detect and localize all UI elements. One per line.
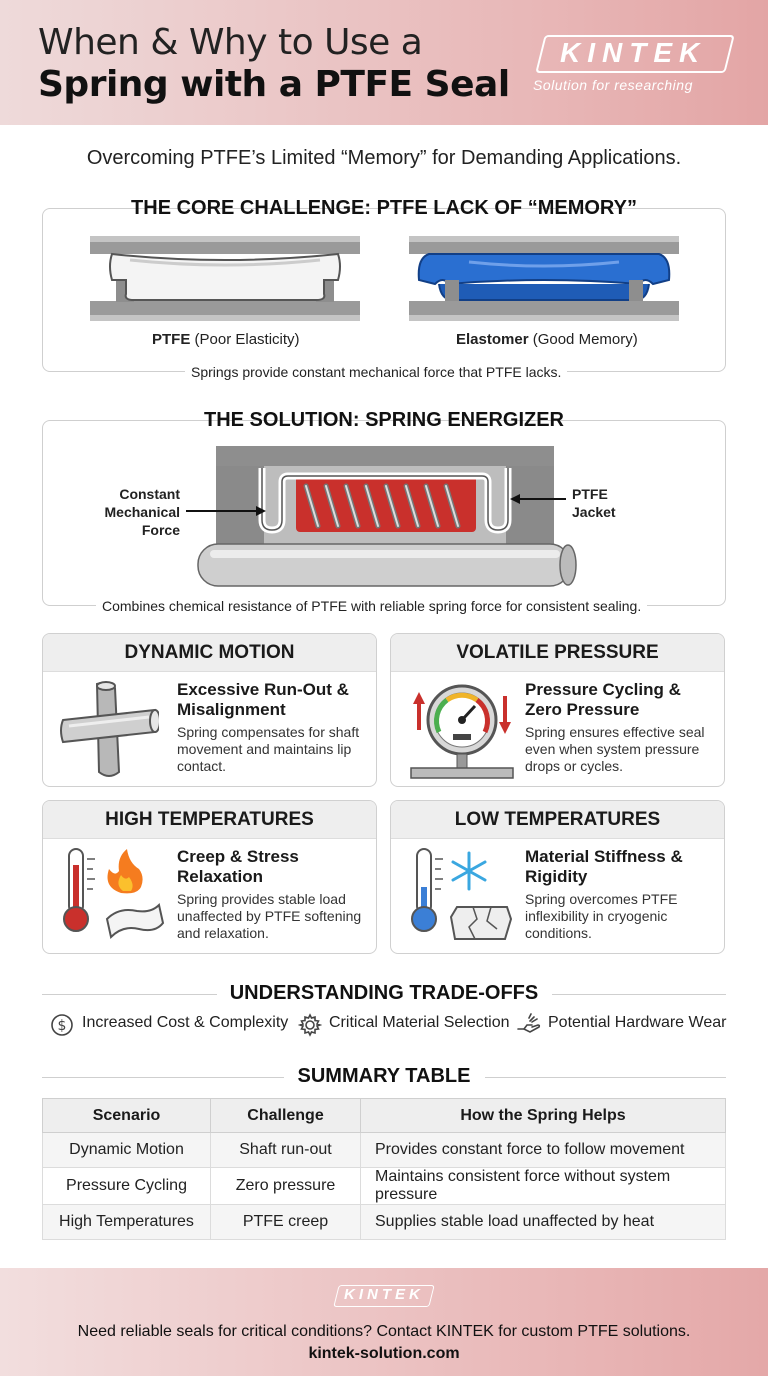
gear-icon: [298, 1013, 322, 1037]
card-volatile-pressure: [390, 633, 725, 787]
table-header-row: [43, 1099, 726, 1133]
svg-text:$: $: [57, 1018, 67, 1034]
card-heading: Creep & Stress Relaxation: [177, 847, 299, 886]
challenge-title: THE CORE CHALLENGE: PTFE LACK OF “MEMORY”: [131, 197, 637, 219]
table-cell: Supplies stable load unaffected by heat: [361, 1205, 726, 1240]
card-low-temperatures: [390, 800, 725, 954]
card-heading: Excessive Run-Out & Misalignment: [177, 680, 349, 719]
table-cell: PTFE creep: [211, 1205, 361, 1240]
table-header: How the Spring Helps: [361, 1099, 726, 1133]
challenge-caption: Springs provide constant mechanical force that PTFE lacks.: [185, 364, 567, 380]
kintek-logo[interactable]: KINTEK: [560, 37, 707, 68]
card-text: Spring ensures effective seal even when system pressure drops or cycles.: [525, 724, 705, 774]
table-cell: High Temperatures: [43, 1205, 211, 1240]
table-cell: Maintains consistent force without system pressure: [361, 1168, 726, 1205]
table-header: Challenge: [211, 1099, 361, 1133]
card-dynamic-motion: [42, 633, 377, 787]
card-heading: Pressure Cycling & Zero Pressure: [525, 680, 681, 719]
dollar-coin-icon: [50, 1013, 74, 1037]
page-subtitle: Overcoming PTFE’s Limited “Memory” for Demanding Applications.: [86, 147, 682, 169]
solution-title: THE SOLUTION: SPRING ENERGIZER: [203, 409, 565, 431]
tradeoffs-title: UNDERSTANDING TRADE-OFFS: [229, 982, 539, 1004]
summary-table: [42, 1098, 726, 1240]
card-text: Spring overcomes PTFE inflexibility in cryogenic conditions.: [525, 891, 678, 941]
elastomer-label: Elastomer (Good Memory): [456, 331, 638, 348]
table-row: [43, 1133, 726, 1168]
page-title-line1: When & Why to Use a: [38, 22, 423, 63]
ptfe-label: PTFE (Poor Elasticity): [152, 331, 300, 348]
force-arrow-icon: [186, 505, 266, 517]
constant-force-label: Constant Mechanical Force: [104, 486, 180, 538]
card-text: Spring compensates for shaft movement and maintains lip contact.: [177, 724, 360, 774]
table-cell: Provides constant force to follow movement: [361, 1133, 726, 1168]
hand-wear-icon: [516, 1013, 542, 1037]
pressure-gauge-icon: [407, 680, 517, 784]
card-title: HIGH TEMPERATURES: [43, 801, 376, 839]
tradeoff-cost: Increased Cost & Complexity: [82, 1014, 289, 1031]
card-text: Spring provides stable load unaffected by PTFE softening and relaxation.: [177, 891, 362, 941]
card-heading: Material Stiffness & Rigidity: [525, 847, 683, 886]
table-header: Scenario: [43, 1099, 211, 1133]
tradeoff-material: Critical Material Selection: [329, 1014, 510, 1031]
footer-kintek-logo[interactable]: KINTEK: [344, 1286, 424, 1303]
elastomer-seal-diagram: [409, 236, 679, 321]
ptfe-seal-diagram: [90, 236, 360, 321]
ptfe-jacket-label: PTFE Jacket: [572, 486, 616, 520]
footer-website-link[interactable]: kintek-solution.com: [308, 1345, 460, 1362]
card-title: DYNAMIC MOTION: [43, 634, 376, 672]
shaft-misalignment-icon: [59, 680, 159, 780]
tradeoff-wear: Potential Hardware Wear: [548, 1014, 727, 1031]
table-row: [43, 1205, 726, 1240]
card-high-temperatures: [42, 800, 377, 954]
card-title: LOW TEMPERATURES: [391, 801, 724, 839]
table-cell: Pressure Cycling: [43, 1168, 211, 1205]
summary-title: SUMMARY TABLE: [297, 1065, 471, 1087]
cold-thermometer-icon: [407, 847, 517, 947]
table-row: [43, 1168, 726, 1205]
card-title: VOLATILE PRESSURE: [391, 634, 724, 672]
page-title-line2: Spring with a PTFE Seal: [38, 64, 510, 105]
solution-caption: Combines chemical resistance of PTFE with reliable spring force for consistent sealing.: [96, 598, 647, 614]
hot-thermometer-icon: [59, 847, 169, 947]
table-cell: Zero pressure: [211, 1168, 361, 1205]
footer-cta-text: Need reliable seals for critical conditions? Contact KINTEK for custom PTFE solutions.: [77, 1323, 691, 1340]
jacket-arrow-icon: [510, 493, 566, 505]
table-cell: Shaft run-out: [211, 1133, 361, 1168]
logo-tagline: Solution for researching: [533, 77, 693, 93]
spring-energizer-diagram: [190, 446, 580, 590]
table-cell: Dynamic Motion: [43, 1133, 211, 1168]
